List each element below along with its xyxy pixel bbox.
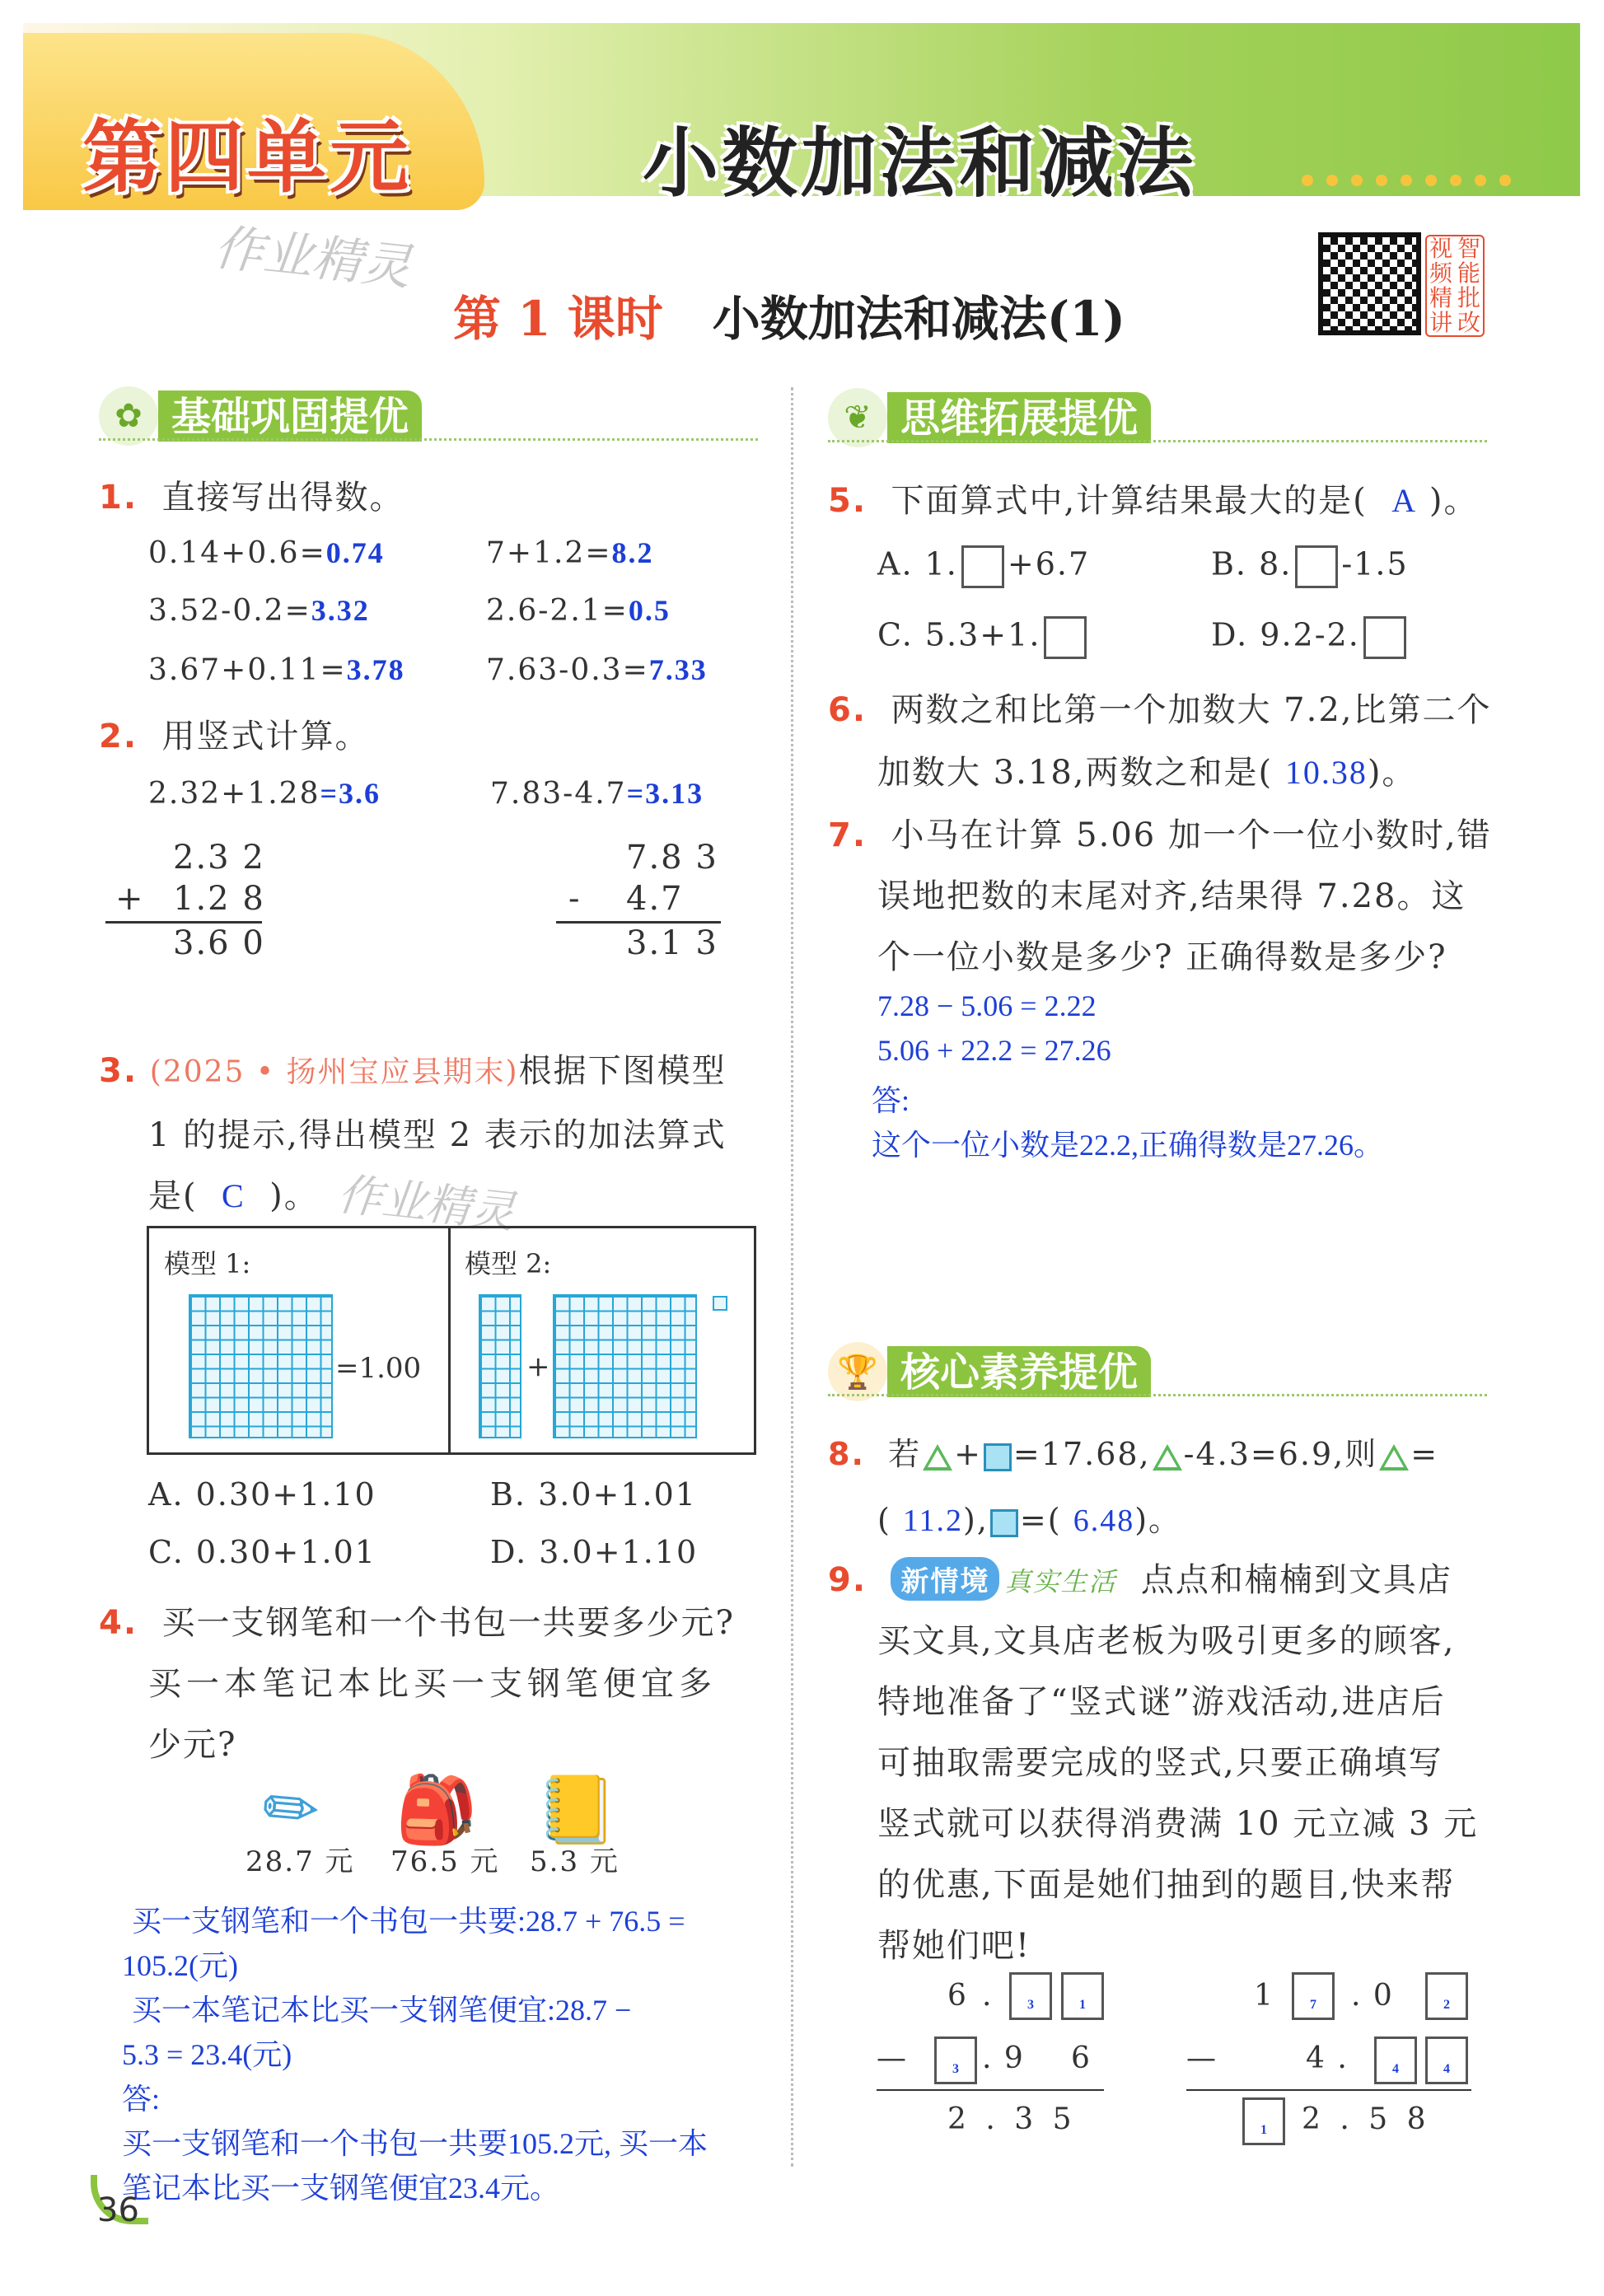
triangle-icon	[1153, 1444, 1182, 1471]
q7-line3: 个一位小数是多少? 正确得数是多少?	[877, 938, 1447, 976]
q8-line2: ( 11.2), =( 6.48)。	[877, 1502, 1182, 1538]
triangle-icon	[923, 1444, 952, 1471]
chapter-title: 小数加法和减法	[643, 119, 1197, 208]
model-figure	[147, 1226, 756, 1455]
puzzle-left-digit: 6	[1071, 2041, 1092, 2075]
puzzle-left-result: 2 . 3 5	[947, 2102, 1077, 2136]
q4-answer-line: 答:	[122, 2083, 161, 2116]
q1-item: 7.63-0.3=7.33	[486, 653, 708, 687]
q3-option-a: A. 0.30+1.10	[148, 1476, 376, 1513]
watermark: 作业精灵	[211, 218, 414, 297]
q6-line2: 加数大 3.18,两数之和是( 10.38)。	[877, 754, 1417, 792]
q1-prompt: 1. 直接写出得数。	[99, 479, 405, 517]
q7-answer-line: 7.28 − 5.06 = 2.22	[877, 989, 1097, 1022]
q9-line: 特地准备了“竖式谜”游戏活动,进店后	[877, 1683, 1446, 1721]
q4-line3: 少元?	[148, 1726, 237, 1764]
q2-left-line	[105, 921, 262, 924]
q4-answer-line: 买一本笔记本比买一支钢笔便宜:28.7 −	[132, 1994, 632, 2027]
q3-option-c: C. 0.30+1.01	[148, 1534, 376, 1570]
puzzle-right-box: 4	[1425, 2036, 1468, 2084]
puzzle-left-digit: 6	[947, 1979, 968, 2013]
q1-item: 3.67+0.11=3.78	[148, 653, 405, 687]
q2-right-top: 7.8 3	[626, 839, 718, 877]
section-thinking: ❦ 思维拓展提优	[828, 389, 1151, 447]
puzzle-right-minus: —	[1186, 2041, 1218, 2075]
puzzle-left-box: 1	[1061, 1972, 1104, 2020]
triangle-icon	[1379, 1444, 1409, 1471]
q5-prompt: 5. 下面算式中,计算结果最大的是( A )。	[828, 482, 1479, 520]
section-basic: ✿ 基础巩固提优	[99, 387, 422, 445]
model2-plus: +	[526, 1350, 550, 1383]
q4-answer-line: 买一支钢笔和一个书包一共要:28.7 + 76.5 =	[132, 1905, 685, 1938]
puzzle-right-digit: 1	[1254, 1979, 1274, 2013]
q2-right-line	[556, 921, 721, 924]
pen-icon: ✎	[245, 1762, 338, 1857]
square-icon	[984, 1443, 1012, 1471]
q4-line2: 买一本笔记本比买一支钢笔便宜多	[148, 1665, 717, 1703]
model2-strips	[479, 1294, 521, 1438]
q5-option-b: B. 8. -1.5	[1211, 545, 1409, 588]
q3-option-b: B. 3.0+1.01	[490, 1476, 697, 1513]
blank-box	[1044, 616, 1087, 659]
q3-line3: 是( C )。	[148, 1177, 319, 1215]
q8-line1: 8. 若 + =17.68, -4.3=6.9,则 =	[828, 1436, 1439, 1472]
puzzle-right-digits: . 0	[1351, 1979, 1394, 2013]
q7-answer-line: 这个一位小数是22.2,正确得数是27.26。	[872, 1129, 1384, 1162]
q9-line1: 9. 新情境 真实生活 点点和楠楠到文具店	[828, 1554, 1452, 1601]
model2-label: 模型 2:	[465, 1248, 552, 1279]
q2-prompt: 2. 用竖式计算。	[99, 718, 370, 755]
q7-line1: 7. 小马在计算 5.06 加一个一位小数时,错	[828, 816, 1492, 854]
q4-line1: 4. 买一支钢笔和一个书包一共要多少元?	[99, 1604, 735, 1642]
q9-line: 买文具,文具店老板为吸引更多的顾客,	[877, 1622, 1456, 1660]
q4-answer-line: 5.3 = 23.4(元)	[122, 2038, 292, 2071]
puzzle-left-digits: . 9	[982, 2041, 1025, 2075]
puzzle-left-dot: .	[982, 1979, 994, 2013]
puzzle-right-box: 7	[1292, 1972, 1335, 2020]
model1-eq: =1.00	[335, 1352, 422, 1385]
section-core: 🏆 核心素养提优	[828, 1343, 1151, 1401]
q9-line: 帮她们吧!	[877, 1927, 1031, 1965]
q2-left-bottom: 1.2 8	[173, 880, 265, 918]
q2-left-top: 2.3 2	[173, 839, 265, 877]
q1-item: 2.6-2.1=0.5	[486, 594, 671, 628]
new-context-tag: 新情境	[891, 1557, 999, 1601]
lesson-number: 第 1 课时	[453, 291, 663, 347]
q7-line2: 误地把数的末尾对齐,结果得 7.28。这	[877, 877, 1466, 915]
column-divider	[791, 387, 793, 2167]
q4-answer-line: 买一支钢笔和一个书包一共要105.2元, 买一本	[122, 2127, 708, 2160]
blank-box	[1363, 616, 1406, 659]
watermark: 作业精灵	[334, 1167, 518, 1239]
q7-answer-line: 答:	[872, 1084, 910, 1117]
real-life-tag: 真实生活	[1004, 1566, 1117, 1597]
q3-line1: 3. (2025 • 扬州宝应县期末)根据下图模型	[99, 1052, 727, 1090]
q7-answer-line: 5.06 + 22.2 = 27.26	[877, 1034, 1111, 1067]
puzzle-right-line	[1186, 2089, 1471, 2091]
puzzle-right-box: 2	[1425, 1972, 1468, 2020]
puzzle-right-box: 1	[1242, 2097, 1285, 2145]
q3-option-d: D. 3.0+1.10	[490, 1534, 699, 1570]
q5-option-d: D. 9.2-2.	[1211, 616, 1410, 659]
q4-answer-line: 105.2(元)	[122, 1949, 238, 1982]
price-backpack: 76.5 元	[390, 1845, 500, 1878]
q6-line1: 6. 两数之和比第一个加数大 7.2,比第二个	[828, 691, 1492, 729]
lesson-name: 小数加法和减法(1)	[712, 291, 1125, 347]
square-icon	[990, 1509, 1018, 1537]
q2-left-expr: 2.32+1.28=3.6	[148, 777, 381, 811]
q9-line: 的优惠,下面是她们抽到的题目,快来帮	[877, 1866, 1456, 1904]
puzzle-left-line	[877, 2089, 1104, 2091]
q5-option-c: C. 5.3+1.	[877, 616, 1090, 659]
sprout-icon: ❦	[828, 388, 887, 447]
q2-right-result: 3.1 3	[626, 924, 718, 962]
blank-box	[1295, 545, 1338, 588]
puzzle-right-box: 4	[1374, 2036, 1417, 2084]
q9-line: 可抽取需要完成的竖式,只要正确填写	[877, 1744, 1443, 1782]
header-dots	[1302, 175, 1511, 186]
notebook-icon: 📒	[535, 1771, 618, 1848]
puzzle-right-digits: 4 .	[1306, 2041, 1349, 2075]
price-notebook: 5.3 元	[530, 1845, 620, 1878]
trophy-icon: 🏆	[828, 1342, 887, 1401]
model2-small-square	[713, 1296, 727, 1311]
puzzle-left-box: 3	[934, 2036, 977, 2084]
q2-right-expr: 7.83-4.7=3.13	[490, 777, 704, 811]
puzzle-right-result: 2 . 5 8	[1302, 2102, 1431, 2136]
unit-title: 第四单元	[82, 111, 412, 203]
q1-item: 3.52-0.2=3.32	[148, 594, 370, 628]
q1-item: 7+1.2=8.2	[486, 536, 654, 570]
lesson-title	[453, 280, 1125, 349]
backpack-icon: 🎒	[395, 1771, 478, 1848]
q2-right-bottom: 4.7	[626, 880, 684, 918]
price-pen: 28.7 元	[246, 1845, 355, 1878]
page-number: 36	[97, 2191, 139, 2229]
q9-line: 竖式就可以获得消费满 10 元立减 3 元	[877, 1805, 1479, 1843]
q1-item: 0.14+0.6=0.74	[148, 536, 385, 570]
q2-left-result: 3.6 0	[173, 924, 265, 962]
q3-line2: 1 的提示,得出模型 2 表示的加法算式	[148, 1116, 727, 1154]
q5-option-a: A. 1. +6.7	[877, 545, 1090, 588]
q2-right-op: -	[568, 880, 582, 918]
puzzle-left-box: 3	[1009, 1972, 1052, 2020]
q4-answer-line: 笔记本比买一支钢笔便宜23.4元。	[122, 2172, 560, 2205]
flower-icon: ✿	[99, 386, 158, 446]
model1-grid	[189, 1294, 333, 1438]
q2-left-op: +	[115, 880, 145, 918]
qr-code[interactable]	[1318, 232, 1421, 335]
qr-label: 视 智 频 能 精 批 讲 改	[1425, 235, 1485, 337]
puzzle-left-minus: —	[877, 2041, 908, 2075]
model2-grid	[553, 1294, 697, 1438]
blank-box	[961, 545, 1004, 588]
model1-label: 模型 1:	[164, 1248, 251, 1279]
